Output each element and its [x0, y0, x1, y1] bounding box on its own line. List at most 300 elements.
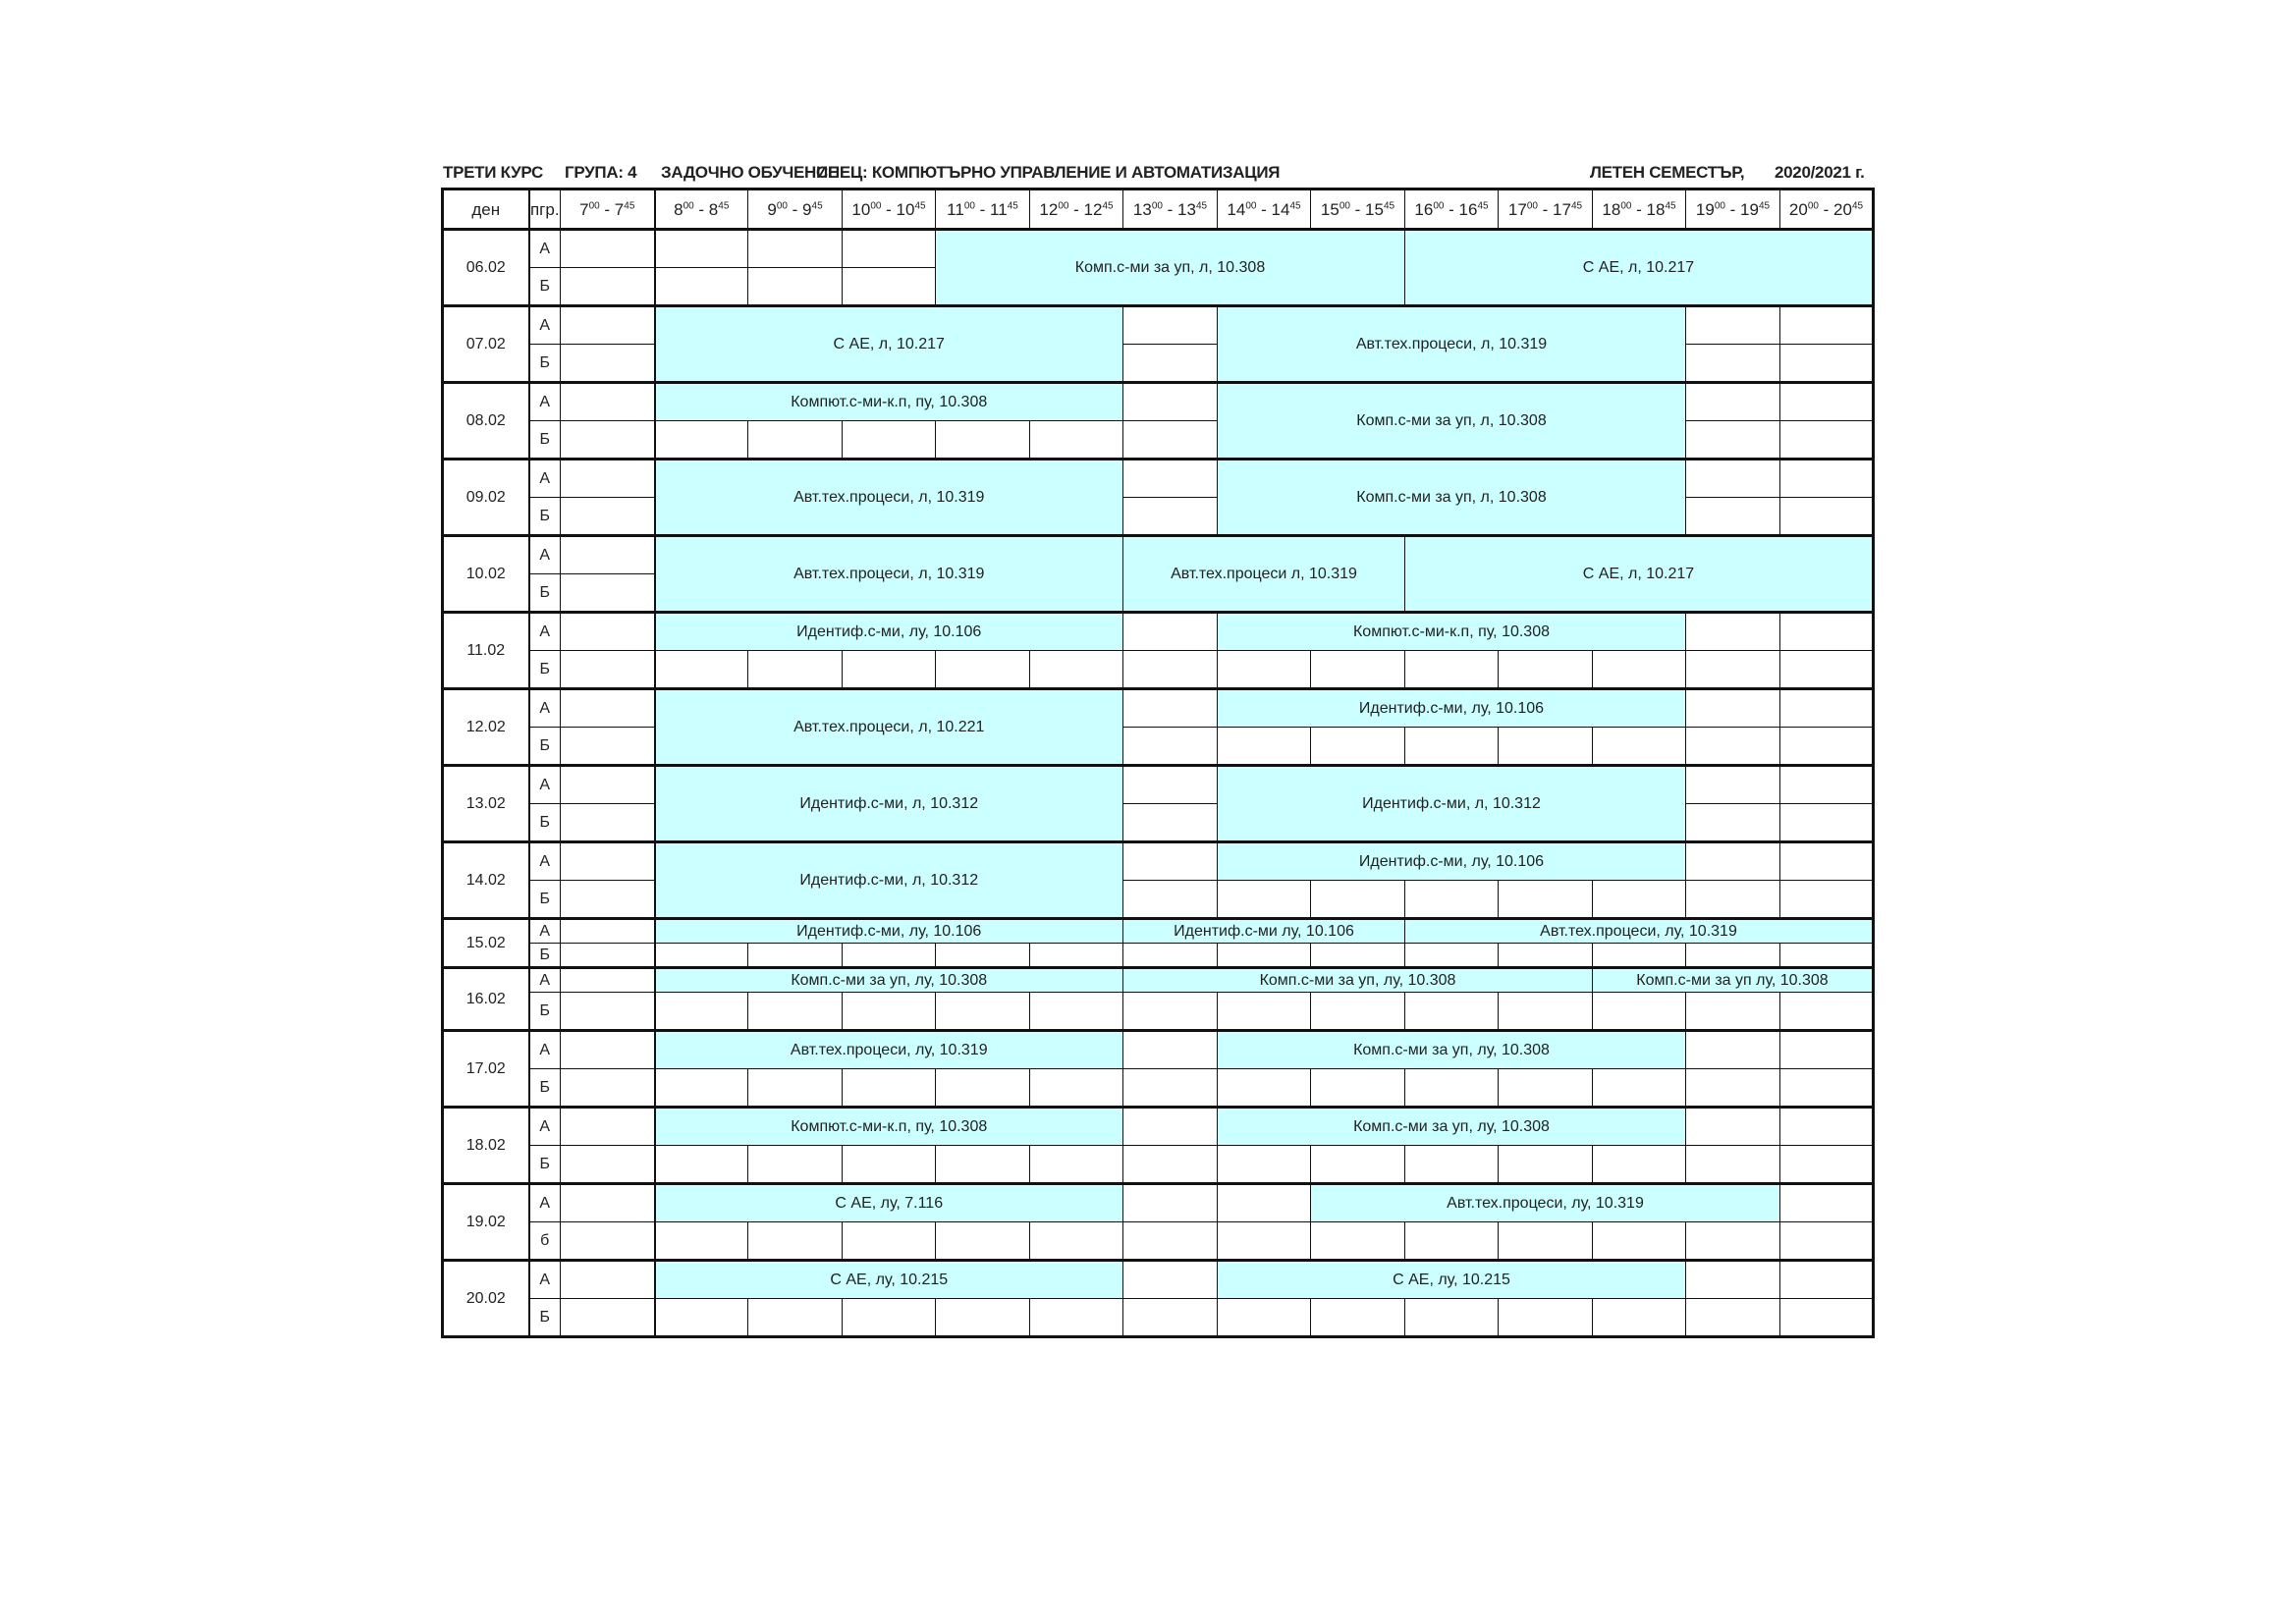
subgroup-b-label: б — [529, 1222, 561, 1261]
empty-slot — [1123, 944, 1218, 968]
empty-slot — [1218, 1222, 1311, 1261]
empty-slot — [1686, 613, 1780, 651]
empty-slot — [655, 1299, 748, 1337]
empty-slot — [1218, 1146, 1311, 1184]
subgroup-b-label: Б — [529, 881, 561, 919]
empty-slot — [561, 230, 655, 268]
empty-slot — [1123, 345, 1218, 383]
empty-slot — [748, 651, 843, 689]
subgroup-a-label: А — [529, 1261, 561, 1299]
empty-slot — [1780, 1031, 1874, 1069]
empty-slot — [936, 651, 1030, 689]
class-entry: Авт.тех.процеси, лу, 10.319 — [1405, 919, 1874, 944]
time-slot-header: $13^{00} - 13^{45}$ — [1123, 189, 1218, 230]
time-slot-header: $20^{00} - 20^{45}$ — [1780, 189, 1874, 230]
empty-slot — [561, 842, 655, 881]
class-entry: С АЕ, лу, 10.215 — [1218, 1261, 1686, 1299]
empty-slot — [655, 421, 748, 460]
empty-slot — [843, 421, 936, 460]
empty-slot — [936, 1069, 1030, 1108]
empty-slot — [748, 1222, 843, 1261]
empty-slot — [1499, 651, 1593, 689]
empty-slot — [655, 993, 748, 1031]
empty-slot — [1686, 1299, 1780, 1337]
time-slot-header: $10^{00} - 10^{45}$ — [843, 189, 936, 230]
empty-slot — [1405, 993, 1499, 1031]
day-date: 16.02 — [443, 968, 529, 1031]
empty-slot — [1780, 345, 1874, 383]
subgroup-a-label: А — [529, 536, 561, 574]
empty-slot — [1123, 1299, 1218, 1337]
empty-slot — [1311, 1299, 1405, 1337]
empty-slot — [936, 1146, 1030, 1184]
empty-slot — [748, 268, 843, 306]
subgroup-b-label: Б — [529, 651, 561, 689]
empty-slot — [1405, 1299, 1499, 1337]
day-row-a — [443, 919, 1874, 944]
empty-slot — [1686, 881, 1780, 919]
empty-slot — [1499, 993, 1593, 1031]
empty-slot — [1780, 421, 1874, 460]
study-form-label: ЗАДОЧНО ОБУЧЕНИЕ — [661, 163, 839, 182]
empty-slot — [561, 766, 655, 804]
empty-slot — [1123, 881, 1218, 919]
empty-slot — [748, 1299, 843, 1337]
empty-slot — [561, 268, 655, 306]
day-row-b — [443, 1069, 1874, 1108]
empty-slot — [1218, 728, 1311, 766]
empty-slot — [1311, 993, 1405, 1031]
empty-slot — [1686, 306, 1780, 345]
day-row-a — [443, 230, 1874, 268]
empty-slot — [655, 268, 748, 306]
empty-slot — [1780, 1184, 1874, 1222]
day-date: 07.02 — [443, 306, 529, 383]
empty-slot — [1218, 944, 1311, 968]
day-date: 17.02 — [443, 1031, 529, 1108]
empty-slot — [655, 651, 748, 689]
empty-slot — [1780, 613, 1874, 651]
empty-slot — [1123, 383, 1218, 421]
empty-slot — [1686, 1261, 1780, 1299]
empty-slot — [1593, 1069, 1686, 1108]
empty-slot — [1780, 881, 1874, 919]
day-row-b — [443, 651, 1874, 689]
empty-slot — [1123, 460, 1218, 498]
empty-slot — [843, 1069, 936, 1108]
empty-slot — [1593, 1299, 1686, 1337]
empty-slot — [1218, 881, 1311, 919]
empty-slot — [1311, 1069, 1405, 1108]
empty-slot — [1030, 1222, 1123, 1261]
day-date: 20.02 — [443, 1261, 529, 1337]
subgroup-b-label: Б — [529, 728, 561, 766]
class-entry: Комп.с-ми за уп, л, 10.308 — [1218, 460, 1686, 536]
day-date: 09.02 — [443, 460, 529, 536]
empty-slot — [1123, 1261, 1218, 1299]
empty-slot — [1686, 689, 1780, 728]
empty-slot — [1123, 306, 1218, 345]
subgroup-column-header: пгр. — [529, 189, 561, 230]
empty-slot — [1780, 651, 1874, 689]
empty-slot — [1123, 1031, 1218, 1069]
time-slot-header: $9^{00} - 9^{45}$ — [748, 189, 843, 230]
empty-slot — [843, 1299, 936, 1337]
day-row-a — [443, 536, 1874, 574]
empty-slot — [1686, 766, 1780, 804]
empty-slot — [1405, 944, 1499, 968]
subgroup-a-label: А — [529, 968, 561, 993]
time-slot-header: $14^{00} - 14^{45}$ — [1218, 189, 1311, 230]
empty-slot — [1123, 804, 1218, 842]
subgroup-a-label: А — [529, 919, 561, 944]
class-entry: Идентиф.с-ми, лу, 10.106 — [1218, 842, 1686, 881]
empty-slot — [1030, 1069, 1123, 1108]
day-row-a — [443, 383, 1874, 421]
empty-slot — [561, 1108, 655, 1146]
day-date: 12.02 — [443, 689, 529, 766]
empty-slot — [936, 944, 1030, 968]
subgroup-a-label: А — [529, 230, 561, 268]
empty-slot — [561, 1184, 655, 1222]
empty-slot — [561, 881, 655, 919]
empty-slot — [748, 1069, 843, 1108]
group-label: ГРУПА: 4 — [565, 163, 637, 182]
schedule-table — [441, 188, 1875, 1338]
empty-slot — [561, 1261, 655, 1299]
empty-slot — [655, 1222, 748, 1261]
empty-slot — [1686, 1222, 1780, 1261]
empty-slot — [561, 613, 655, 651]
empty-slot — [1686, 498, 1780, 536]
empty-slot — [1499, 1146, 1593, 1184]
empty-slot — [561, 1299, 655, 1337]
subgroup-a-label: А — [529, 689, 561, 728]
subgroup-b-label: Б — [529, 804, 561, 842]
day-date: 08.02 — [443, 383, 529, 460]
day-row-a — [443, 1031, 1874, 1069]
time-slot-header: $12^{00} - 12^{45}$ — [1030, 189, 1123, 230]
empty-slot — [1686, 728, 1780, 766]
empty-slot — [936, 1222, 1030, 1261]
empty-slot — [843, 268, 936, 306]
empty-slot — [1405, 1222, 1499, 1261]
empty-slot — [1593, 944, 1686, 968]
subgroup-b-label: Б — [529, 993, 561, 1031]
empty-slot — [1405, 1146, 1499, 1184]
empty-slot — [843, 1146, 936, 1184]
empty-slot — [1030, 1299, 1123, 1337]
empty-slot — [561, 1069, 655, 1108]
subgroup-a-label: А — [529, 1108, 561, 1146]
empty-slot — [1593, 651, 1686, 689]
empty-slot — [748, 230, 843, 268]
time-slot-header: $18^{00} - 18^{45}$ — [1593, 189, 1686, 230]
day-date: 13.02 — [443, 766, 529, 842]
empty-slot — [1123, 728, 1218, 766]
class-entry: Комп.с-ми за уп, лу, 10.308 — [1218, 1108, 1686, 1146]
subgroup-b-label: Б — [529, 1146, 561, 1184]
day-row-b — [443, 1299, 1874, 1337]
empty-slot — [1686, 345, 1780, 383]
empty-slot — [655, 1069, 748, 1108]
empty-slot — [561, 944, 655, 968]
empty-slot — [561, 460, 655, 498]
day-row-b — [443, 1146, 1874, 1184]
empty-slot — [1311, 651, 1405, 689]
empty-slot — [1311, 1222, 1405, 1261]
class-entry: С АЕ, л, 10.217 — [1405, 536, 1874, 613]
subgroup-a-label: А — [529, 383, 561, 421]
subgroup-a-label: А — [529, 1184, 561, 1222]
empty-slot — [1593, 1222, 1686, 1261]
empty-slot — [1123, 651, 1218, 689]
empty-slot — [1123, 421, 1218, 460]
empty-slot — [1780, 1299, 1874, 1337]
day-date: 06.02 — [443, 230, 529, 306]
empty-slot — [1780, 993, 1874, 1031]
empty-slot — [561, 689, 655, 728]
empty-slot — [1780, 728, 1874, 766]
class-entry: Авт.тех.процеси, л, 10.221 — [655, 689, 1123, 766]
empty-slot — [1780, 842, 1874, 881]
empty-slot — [1780, 1069, 1874, 1108]
empty-slot — [1686, 1069, 1780, 1108]
class-entry: С АЕ, лу, 10.215 — [655, 1261, 1123, 1299]
empty-slot — [1123, 1146, 1218, 1184]
empty-slot — [1405, 651, 1499, 689]
empty-slot — [1311, 944, 1405, 968]
empty-slot — [561, 1031, 655, 1069]
day-date: 10.02 — [443, 536, 529, 613]
empty-slot — [1780, 383, 1874, 421]
day-date: 19.02 — [443, 1184, 529, 1261]
class-entry: Авт.тех.процеси л, 10.319 — [1123, 536, 1405, 613]
subgroup-a-label: А — [529, 460, 561, 498]
day-row-a — [443, 766, 1874, 804]
empty-slot — [843, 1222, 936, 1261]
empty-slot — [561, 536, 655, 574]
class-entry: Идентиф.с-ми, л, 10.312 — [1218, 766, 1686, 842]
empty-slot — [1218, 651, 1311, 689]
class-entry: С АЕ, л, 10.217 — [655, 306, 1123, 383]
day-row-a — [443, 460, 1874, 498]
empty-slot — [1123, 1222, 1218, 1261]
empty-slot — [1499, 1222, 1593, 1261]
class-entry: Авт.тех.процеси, л, 10.319 — [1218, 306, 1686, 383]
empty-slot — [1030, 651, 1123, 689]
empty-slot — [1123, 689, 1218, 728]
empty-slot — [1123, 1108, 1218, 1146]
empty-slot — [561, 574, 655, 613]
class-entry: Авт.тех.процеси, лу, 10.319 — [655, 1031, 1123, 1069]
empty-slot — [1123, 993, 1218, 1031]
empty-slot — [655, 1146, 748, 1184]
time-slot-header: $8^{00} - 8^{45}$ — [655, 189, 748, 230]
empty-slot — [843, 944, 936, 968]
day-row-a — [443, 1184, 1874, 1222]
subgroup-b-label: Б — [529, 498, 561, 536]
empty-slot — [561, 383, 655, 421]
empty-slot — [1499, 881, 1593, 919]
empty-slot — [748, 421, 843, 460]
empty-slot — [561, 919, 655, 944]
empty-slot — [843, 993, 936, 1031]
class-entry: С АЕ, лу, 7.116 — [655, 1184, 1123, 1222]
day-row-b — [443, 944, 1874, 968]
class-entry: Авт.тех.процеси, л, 10.319 — [655, 460, 1123, 536]
day-date: 18.02 — [443, 1108, 529, 1184]
class-entry: Идентиф.с-ми, лу, 10.106 — [655, 919, 1123, 944]
empty-slot — [1123, 498, 1218, 536]
class-entry: Комп.с-ми за уп, лу, 10.308 — [655, 968, 1123, 993]
empty-slot — [1405, 881, 1499, 919]
day-row-a — [443, 1108, 1874, 1146]
empty-slot — [1218, 1069, 1311, 1108]
empty-slot — [1780, 1146, 1874, 1184]
class-entry: Авт.тех.процеси, лу, 10.319 — [1311, 1184, 1780, 1222]
class-entry: С АЕ, л, 10.217 — [1405, 230, 1874, 306]
day-column-header: ден — [443, 189, 529, 230]
class-entry: Идентиф.с-ми, л, 10.312 — [655, 766, 1123, 842]
class-entry: Комп.с-ми за уп, лу, 10.308 — [1218, 1031, 1686, 1069]
time-slot-header: $19^{00} - 19^{45}$ — [1686, 189, 1780, 230]
subgroup-a-label: А — [529, 306, 561, 345]
class-entry: Комп.с-ми за уп, л, 10.308 — [936, 230, 1405, 306]
subgroup-b-label: Б — [529, 574, 561, 613]
empty-slot — [1030, 421, 1123, 460]
empty-slot — [748, 993, 843, 1031]
empty-slot — [561, 1222, 655, 1261]
empty-slot — [1499, 728, 1593, 766]
empty-slot — [1123, 1069, 1218, 1108]
empty-slot — [1030, 993, 1123, 1031]
class-entry: Компют.с-ми-к.п, пу, 10.308 — [655, 383, 1123, 421]
empty-slot — [1499, 944, 1593, 968]
subgroup-b-label: Б — [529, 268, 561, 306]
empty-slot — [1686, 1108, 1780, 1146]
empty-slot — [1686, 421, 1780, 460]
empty-slot — [1686, 651, 1780, 689]
empty-slot — [1780, 689, 1874, 728]
empty-slot — [1218, 1184, 1311, 1222]
empty-slot — [936, 1299, 1030, 1337]
academic-year-label: 2020/2021 г. — [1775, 163, 1865, 182]
empty-slot — [561, 728, 655, 766]
empty-slot — [561, 804, 655, 842]
time-slot-header: $11^{00} - 11^{45}$ — [936, 189, 1030, 230]
time-slot-header: $15^{00} - 15^{45}$ — [1311, 189, 1405, 230]
class-entry: Комп.с-ми за уп, л, 10.308 — [1218, 383, 1686, 460]
empty-slot — [1405, 1069, 1499, 1108]
class-entry: Идентиф.с-ми, л, 10.312 — [655, 842, 1123, 919]
subgroup-b-label: Б — [529, 345, 561, 383]
class-entry: Компют.с-ми-к.п, пу, 10.308 — [1218, 613, 1686, 651]
empty-slot — [1780, 944, 1874, 968]
empty-slot — [1030, 1146, 1123, 1184]
empty-slot — [1123, 613, 1218, 651]
empty-slot — [843, 230, 936, 268]
empty-slot — [1686, 804, 1780, 842]
time-slot-header: $16^{00} - 16^{45}$ — [1405, 189, 1499, 230]
empty-slot — [1218, 1299, 1311, 1337]
empty-slot — [561, 1146, 655, 1184]
day-row-a — [443, 689, 1874, 728]
semester-label: ЛЕТЕН СЕМЕСТЪР, — [1590, 163, 1745, 182]
subgroup-a-label: А — [529, 842, 561, 881]
empty-slot — [1686, 460, 1780, 498]
time-slot-header: $7^{00} - 7^{45}$ — [561, 189, 655, 230]
class-entry: Комп.с-ми за уп, лу, 10.308 — [1123, 968, 1593, 993]
empty-slot — [1780, 498, 1874, 536]
class-entry: Идентиф.с-ми, лу, 10.106 — [1218, 689, 1686, 728]
empty-slot — [561, 498, 655, 536]
empty-slot — [1499, 1299, 1593, 1337]
empty-slot — [1123, 766, 1218, 804]
day-row-b — [443, 993, 1874, 1031]
empty-slot — [1123, 842, 1218, 881]
header-row — [443, 189, 1874, 230]
empty-slot — [1780, 1261, 1874, 1299]
subgroup-b-label: Б — [529, 944, 561, 968]
specialty-label: СПЕЦ: КОМПЮТЪРНО УПРАВЛЕНИЕ И АВТОМАТИЗАЦИЯ — [816, 163, 1281, 182]
empty-slot — [1311, 1146, 1405, 1184]
empty-slot — [561, 993, 655, 1031]
empty-slot — [936, 421, 1030, 460]
class-entry: Идентиф.с-ми лу, 10.106 — [1123, 919, 1405, 944]
subgroup-a-label: А — [529, 613, 561, 651]
empty-slot — [748, 1146, 843, 1184]
empty-slot — [1780, 306, 1874, 345]
subgroup-a-label: А — [529, 1031, 561, 1069]
empty-slot — [1123, 1184, 1218, 1222]
empty-slot — [561, 651, 655, 689]
empty-slot — [655, 230, 748, 268]
empty-slot — [1780, 766, 1874, 804]
day-date: 15.02 — [443, 919, 529, 968]
empty-slot — [561, 345, 655, 383]
empty-slot — [1780, 1108, 1874, 1146]
empty-slot — [561, 421, 655, 460]
empty-slot — [1780, 804, 1874, 842]
empty-slot — [1405, 728, 1499, 766]
empty-slot — [1593, 1146, 1686, 1184]
empty-slot — [1686, 842, 1780, 881]
empty-slot — [1686, 1031, 1780, 1069]
empty-slot — [936, 993, 1030, 1031]
schedule-header — [443, 163, 1877, 185]
day-row-a — [443, 842, 1874, 881]
course-label: ТРЕТИ КУРС — [443, 163, 543, 182]
empty-slot — [1030, 944, 1123, 968]
empty-slot — [1218, 993, 1311, 1031]
empty-slot — [748, 944, 843, 968]
day-date: 11.02 — [443, 613, 529, 689]
class-entry: Идентиф.с-ми, лу, 10.106 — [655, 613, 1123, 651]
empty-slot — [1686, 993, 1780, 1031]
subgroup-b-label: Б — [529, 1299, 561, 1337]
day-row-b — [443, 1222, 1874, 1261]
day-row-a — [443, 968, 1874, 993]
day-row-a — [443, 306, 1874, 345]
empty-slot — [1686, 383, 1780, 421]
subgroup-b-label: Б — [529, 421, 561, 460]
empty-slot — [1780, 1222, 1874, 1261]
empty-slot — [1593, 728, 1686, 766]
empty-slot — [561, 306, 655, 345]
empty-slot — [1593, 881, 1686, 919]
class-entry: Компют.с-ми-к.п, пу, 10.308 — [655, 1108, 1123, 1146]
